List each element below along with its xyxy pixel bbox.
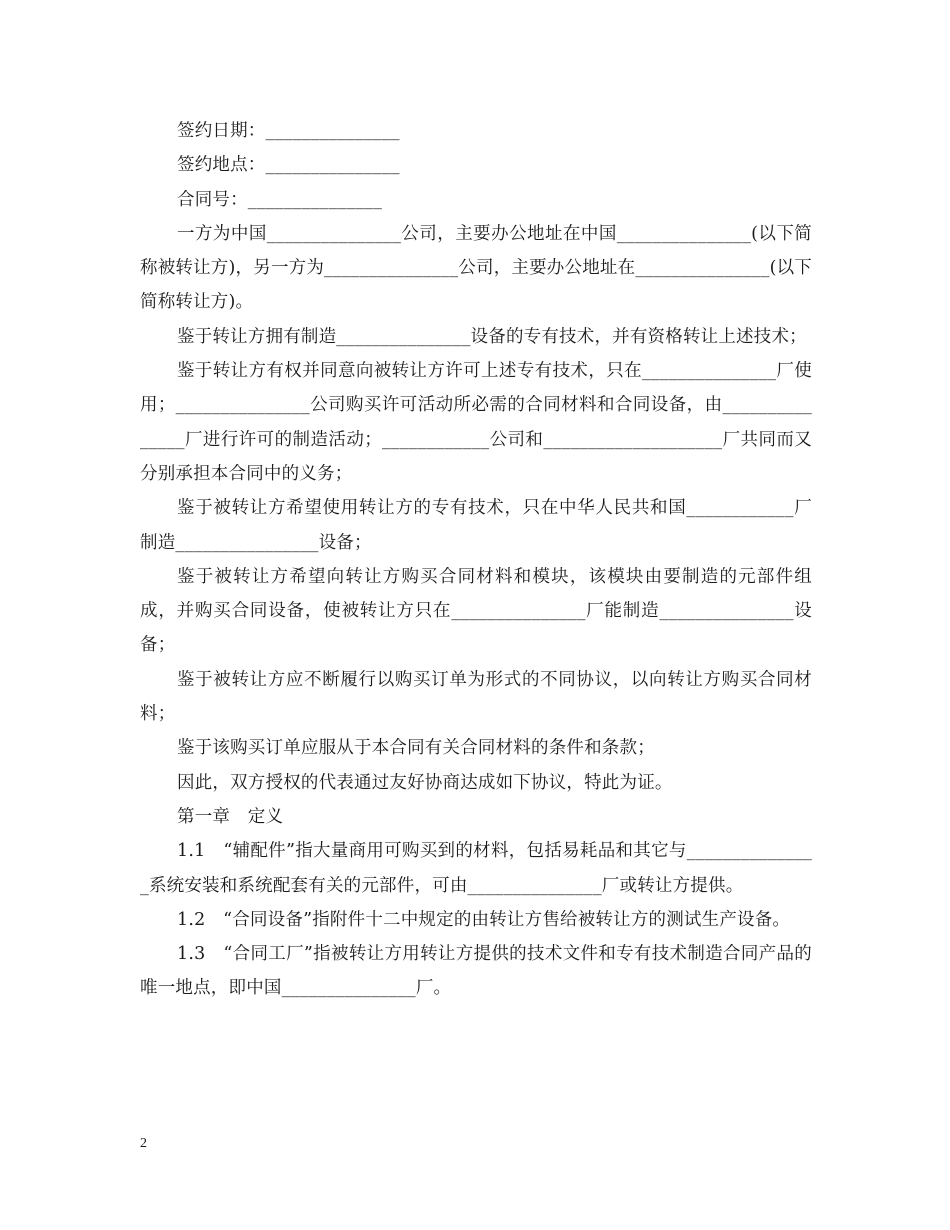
whereas-purchase-paragraph: 鉴于被转让方希望向转让方购买合同材料和模块，该模块由要制造的元部件组成，并购买合同设备，使被转让方只在_______________厂能制造_______________设备； — [140, 566, 812, 656]
whereas-know-how-paragraph: 鉴于转让方拥有制造_______________设备的专有技术，并有资格转让上述技术； — [177, 326, 807, 347]
clause-1-2: 1.2 “合同设备”指附件十二中规定的由转让方售给被转让方的测试生产设备。 — [177, 909, 791, 930]
whereas-orders-paragraph: 鉴于被转让方应不断履行以购买订单为形式的不同协议，以向转让方购买合同材料； — [140, 669, 812, 725]
clause-1-1: 1.1 “辅配件”指大量商用可购买到的材料，包括易耗品和其它与_______________系统安装和系统配套有关的元部件，可由_______________厂或转让方提供。 — [140, 841, 812, 896]
document-body — [140, 114, 812, 1006]
clause-1-3: 1.3 “合同工厂”指被转让方用转让方提供的技术文件和专有技术制造合同产品的唯一地点，即中国_______________厂。 — [140, 944, 812, 999]
signing-place-line: 签约地点：_______________ — [177, 155, 400, 176]
contract-number-line: 合同号：_______________ — [177, 189, 383, 210]
whereas-use-paragraph: 鉴于被转让方希望使用转让方的专有技术，只在中华人民共和国____________厂制造________________设备； — [140, 498, 812, 553]
whereas-terms-paragraph: 鉴于该购买订单应服从于本合同有关合同材料的条件和条款； — [177, 738, 655, 759]
page-number: 2 — [140, 1136, 147, 1151]
agreement-paragraph: 因此，双方授权的代表通过友好协商达成如下协议，特此为证。 — [177, 772, 673, 793]
signing-date-line: 签约日期：_______________ — [177, 121, 400, 141]
whereas-license-paragraph: 鉴于转让方有权并同意向被转让方许可上述专有技术，只在_______________厂使用；_______________公司购买许可活动所必需的合同材料和合同设备，由_______________厂进行许可的制造活动；____________公司和____________________厂共同而又分别承担本合同中的义务； — [140, 361, 812, 484]
parties-paragraph: 一方为中国_______________公司，主要办公地址在中国_______________(以下简称被转让方)，另一方为_______________公司，主要办公地址在_______________(以下简称转让方)。 — [140, 223, 812, 313]
chapter-heading: 第一章 定义 — [177, 806, 284, 827]
